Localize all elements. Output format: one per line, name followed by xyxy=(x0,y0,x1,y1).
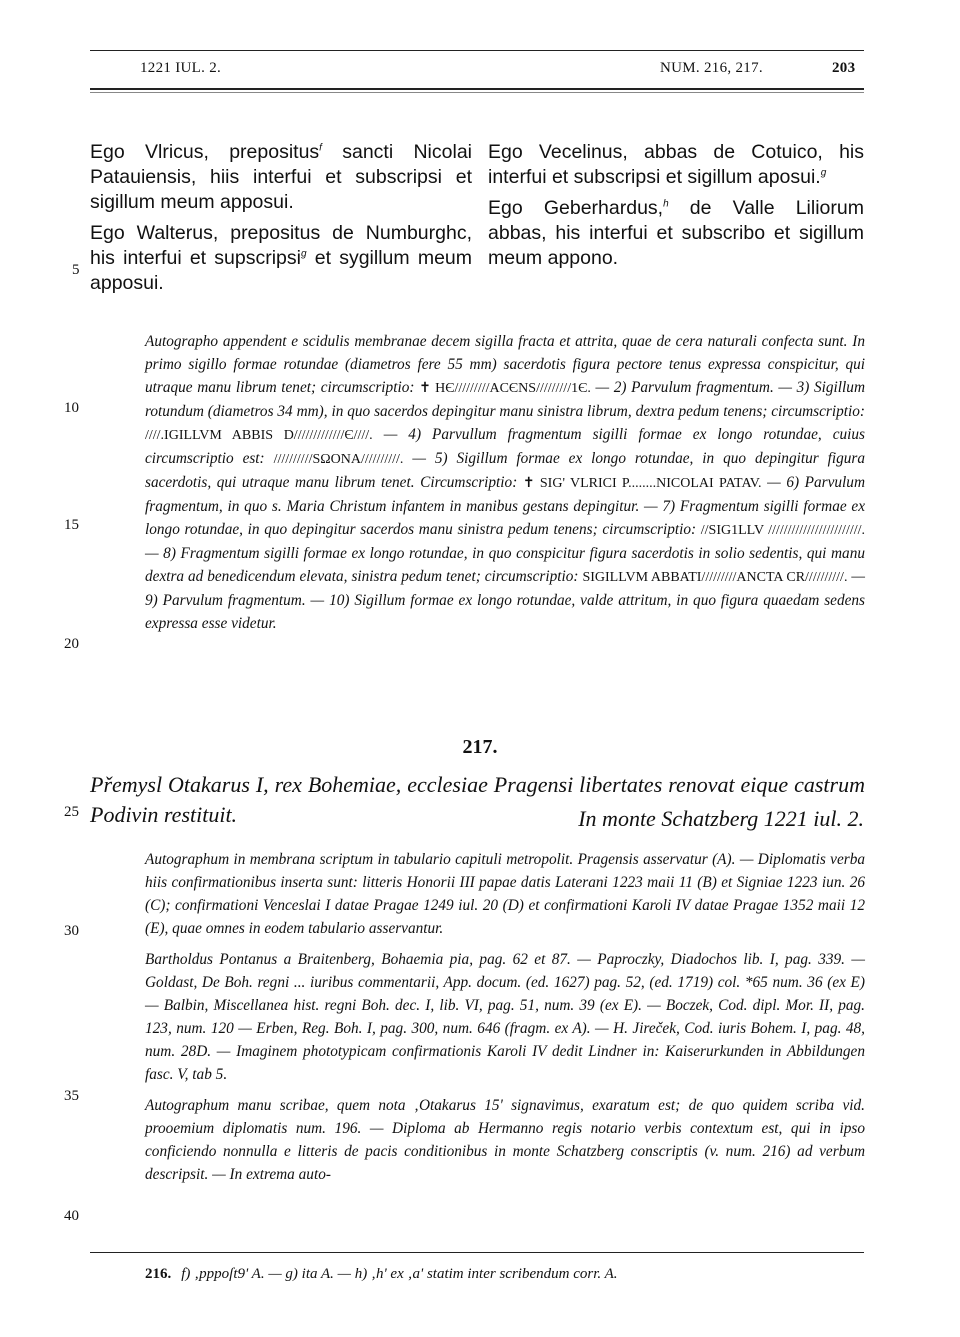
header-bottom-rule-2 xyxy=(90,92,864,93)
subscription-vecelinus: Ego Vecelinus, abbas de Cotuico, his interfui et subscripsi et sigillum aposui.$^g$ xyxy=(488,141,864,188)
subscriptions-left-column xyxy=(90,140,472,302)
footnote-text: f) ‚pppoſt9' A. — g) ita A. — h) ‚h' ex ‚a' statim inter scribendum corr. A. xyxy=(181,1266,618,1282)
circumscription-5: //SIG1LLV ////////////////////////. xyxy=(700,523,865,538)
running-head-middle: NUM. 216, 217. xyxy=(660,60,763,76)
seal-description: Autographo appendent e scidulis membranae decem sigilla fracta et attrita, quae de cera naturali confecta sunt. In primo sigillo formae rotundae (diametros fere 55 mm) sacerdotis figura pectore tenus expressa conspicitur, qui utraque manu librum tenet; circumscriptio: ✝ HЄ/////////ACЄNS/////////1Є. — 2) Parvulum fragmentum. — 3) Sigillum rotundum (diametros 34 mm), in quo sacerdos depingitur manu sinistra librum, dextra pedum tenens; circumscriptio: ////.IGILLVM ABBIS D/////////////Є////. — 4) Parvullum fragmentum sigilli formae ex longo rotundae, cuius circumscriptio est: //////////SΩONA//////////. — 5) Sigillum formae ex longo rotundae, in quo depingitur figura sacerdotis, qui utraque manu librum tenet. Circumscriptio: ✝ SIG' VLRICI P........NICOLAI PATAV. — 6) Parvulum fragmentum, in quo s. Maria Christum infantem in manibus gestans depingitur. — 7) Fragmentum sigilli formae ex longo rotundae, in quo depingitur sacerdos manu sinistra pedum tenens; circumscriptio: //SIG1LLV ////////////////////////. — 8) Fragmentum sigilli formae ex longo rotundae, in quo conspicitur figura sacerdotis in solio sedentis, qui manu dextra ad benedicendum elevata, sinistra pedum tenet; circumscriptio: SIGILLVM ABBATI/////////ANCTA CR//////////. — 9) Parvulum fragmentum. — 10) Sigillum formae ex longo rotundae, valde attritum, in quo figura quaedam sedens expressa esse videtur. xyxy=(145,333,866,632)
subscription-walterus: Ego Walterus, prepositus de Numburghc, his interfui et supscripsi$^g$ et sygillum meum apposui. xyxy=(90,222,473,294)
document-notes xyxy=(145,848,865,1194)
line-number-10: 10 xyxy=(64,400,79,416)
subscription-geberhardus: Ego Geberhardus,$^h$ de Valle Liliorum abbas, his interfui et subscribo et sigillum meum appono. xyxy=(488,197,864,269)
page-number: 203 xyxy=(832,60,856,76)
line-number-30: 30 xyxy=(64,923,79,939)
note-editions: Bartholdus Pontanus a Braitenberg, Bohaemia pia, pag. 62 et 87. — Paproczky, Diadochos lib. I, pag. 339. — Goldast, De Boh. regni ... iuribus commentarii, App. docum. (ed. 1627) pag. 52, (ed. 1719) col. *65 num. 36 (ex E) — Balbin, Miscellanea hist. regni Boh. dec. I, lib. VI, pag. 51, num. 39 (ex E). — Boczek, Cod. dipl. Mor. II, pag. 123, num. 120 — Erben, Reg. Boh. I, pag. 300, num. 646 (fragm. ex A). — H. Jireček, Cod. iuris Bohem. I, pag. 48, num. 28D. — Imaginem phototypicam confirmationis Karoli IV dedit Lindner in: Kaiserurkunden in Abbildungen fasc. V, tab 5. xyxy=(145,951,865,1083)
line-number-15: 15 xyxy=(64,517,79,533)
line-number-5: 5 xyxy=(72,262,80,278)
document-title: Přemysl Otakarus I, rex Bohemiae, ecclesiae Pragensi libertates renovat eique castrum Podivin restituit. xyxy=(90,772,865,827)
circumscription-2: ////.IGILLVM ABBIS D/////////////Є////. xyxy=(145,428,373,443)
line-number-25: 25 xyxy=(64,804,79,820)
circumscription-6: SIGILLVM ABBATI/////////ANCTA CR//////////. xyxy=(582,570,848,585)
subscriptions-right-column xyxy=(488,140,864,277)
circumscription-3: //////////SΩONA//////////. xyxy=(273,452,404,467)
line-number-35: 35 xyxy=(64,1088,79,1104)
circumscription-1: ✝ HЄ/////////ACЄNS/////////1Є. xyxy=(419,381,591,396)
footnote-rule xyxy=(90,1252,864,1253)
header-top-rule xyxy=(90,50,864,51)
footnote-number: 216. xyxy=(145,1266,172,1282)
header-bottom-rule xyxy=(90,88,864,90)
note-tradition: Autographum in membrana scriptum in tabulario capituli metropolit. Pragensis asservatur (A). — Diplomatis verba hiis confirmationibus inserta sunt: litteris Honorii III papae datis Laterani 1223 maii 11 (B) et Signiae 1223 iun. 26 (C); confirmationi Venceslai I datae Pragae 1249 iul. 20 (D) et confirmationi Karoli IV datae Pragae 1352 maii 12 (E), quae omnes in eodem tabulario asservantur. xyxy=(145,851,865,937)
document-place-date: In monte Schatzberg 1221 iul. 2. xyxy=(578,806,864,831)
circumscription-4: ✝ SIG' VLRICI P........NICOLAI PATAV. xyxy=(522,476,762,491)
line-number-40: 40 xyxy=(64,1208,79,1224)
footnote xyxy=(145,1266,865,1283)
document-number: 217. xyxy=(462,736,498,758)
subscription-vlricus: Ego Vlricus, prepositus$^f$ sancti Nicolai Patauiensis, hiis interfui et subscripsi et sigillum meum apposui. xyxy=(90,141,472,213)
note-scribe: Autographum manu scribae, quem nota ‚Otakarus 15' signavimus, exaratum est; de quo quidem scriba vid. prooemium diplomatis num. 196. — Diploma ab Hermanno regis notario verbis contextum est, qui in ipso conficiendo nonnulla e litteris de pacis conditionibus in monte Schatzberg conscriptis (v. num. 216) ad verbum descripsit. — In extrema auto- xyxy=(145,1097,865,1183)
running-head-left: 1221 IUL. 2. xyxy=(140,60,222,76)
line-number-20: 20 xyxy=(64,636,79,652)
